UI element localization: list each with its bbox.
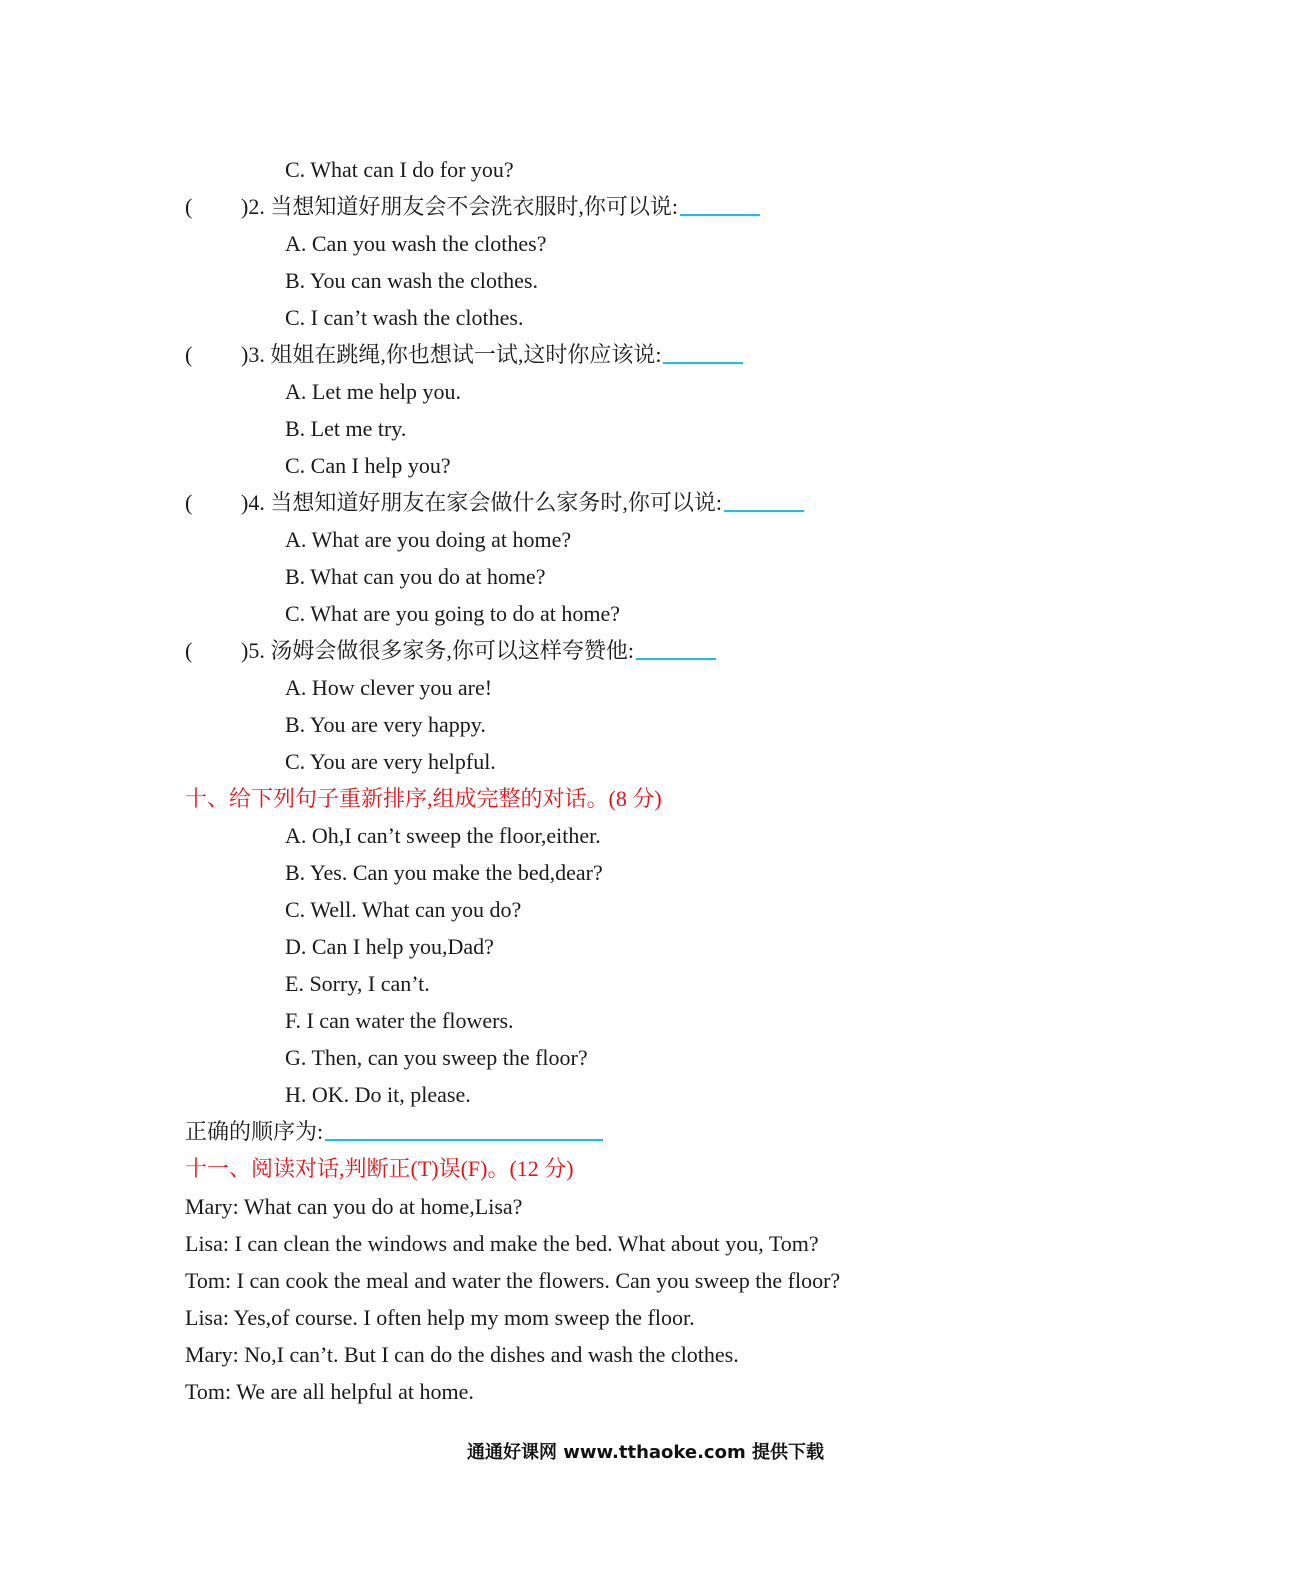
dialogue-line-4: Lisa: Yes,of course. I often help my mom sweep the floor. bbox=[185, 1305, 695, 1330]
order-label: 正确的顺序为: bbox=[185, 1119, 324, 1144]
q5-option-b: B. You are very happy. bbox=[285, 712, 486, 737]
question-stem: )5. 汤姆会做很多家务,你可以这样夸赞他: bbox=[241, 638, 634, 663]
q3-option-c: C. Can I help you? bbox=[285, 453, 451, 478]
answer-blank[interactable] bbox=[636, 636, 716, 660]
dialogue-line-5: Mary: No,I can’t. But I can do the dishes and wash the clothes. bbox=[185, 1342, 739, 1367]
q2-option-c: C. I can’t wash the clothes. bbox=[285, 305, 524, 330]
sentence-h: H. OK. Do it, please. bbox=[285, 1082, 471, 1107]
q4-option-a: A. What are you doing at home? bbox=[285, 527, 572, 552]
footer-source-text: 通通好课网 www.tthaoke.com 提供下载 bbox=[467, 1442, 824, 1463]
order-answer-blank[interactable] bbox=[325, 1117, 603, 1141]
q5-option-c: C. You are very helpful. bbox=[285, 749, 496, 774]
q1-option-c: C. What can I do for you? bbox=[285, 157, 514, 182]
q4-option-c: C. What are you going to do at home? bbox=[285, 601, 621, 626]
section-11-heading: 十一、阅读对话,判断正(T)误(F)。(12 分) bbox=[185, 1156, 574, 1181]
answer-paren: ( bbox=[185, 638, 193, 663]
answer-paren: ( bbox=[185, 490, 193, 515]
sentence-g: G. Then, can you sweep the floor? bbox=[285, 1045, 588, 1070]
q2-option-a: A. Can you wash the clothes? bbox=[285, 231, 547, 256]
answer-blank[interactable] bbox=[663, 340, 743, 364]
sentence-e: E. Sorry, I can’t. bbox=[285, 971, 430, 996]
question-4 bbox=[185, 488, 804, 518]
dialogue-line-6: Tom: We are all helpful at home. bbox=[185, 1379, 474, 1404]
dialogue-line-2: Lisa: I can clean the windows and make the bed. What about you, Tom? bbox=[185, 1231, 819, 1256]
question-stem: )2. 当想知道好朋友会不会洗衣服时,你可以说: bbox=[241, 194, 678, 219]
sentence-b: B. Yes. Can you make the bed,dear? bbox=[285, 860, 603, 885]
sentence-c: C. Well. What can you do? bbox=[285, 897, 522, 922]
question-3 bbox=[185, 340, 743, 370]
q3-option-a: A. Let me help you. bbox=[285, 379, 461, 404]
answer-paren: ( bbox=[185, 342, 193, 367]
dialogue-line-1: Mary: What can you do at home,Lisa? bbox=[185, 1194, 523, 1219]
sentence-a: A. Oh,I can’t sweep the floor,either. bbox=[285, 823, 601, 848]
question-stem: )4. 当想知道好朋友在家会做什么家务时,你可以说: bbox=[241, 490, 722, 515]
answer-blank[interactable] bbox=[724, 488, 804, 512]
q3-option-b: B. Let me try. bbox=[285, 416, 407, 441]
section-10-heading: 十、给下列句子重新排序,组成完整的对话。(8 分) bbox=[185, 786, 662, 811]
answer-paren: ( bbox=[185, 194, 193, 219]
sentence-f: F. I can water the flowers. bbox=[285, 1008, 514, 1033]
q4-option-b: B. What can you do at home? bbox=[285, 564, 546, 589]
sentence-d: D. Can I help you,Dad? bbox=[285, 934, 494, 959]
order-answer-line bbox=[185, 1117, 603, 1147]
q5-option-a: A. How clever you are! bbox=[285, 675, 493, 700]
question-5 bbox=[185, 636, 716, 666]
question-2 bbox=[185, 192, 760, 222]
answer-blank[interactable] bbox=[680, 192, 760, 216]
question-stem: )3. 姐姐在跳绳,你也想试一试,这时你应该说: bbox=[241, 342, 662, 367]
dialogue-line-3: Tom: I can cook the meal and water the flowers. Can you sweep the floor? bbox=[185, 1268, 841, 1293]
q2-option-b: B. You can wash the clothes. bbox=[285, 268, 538, 293]
